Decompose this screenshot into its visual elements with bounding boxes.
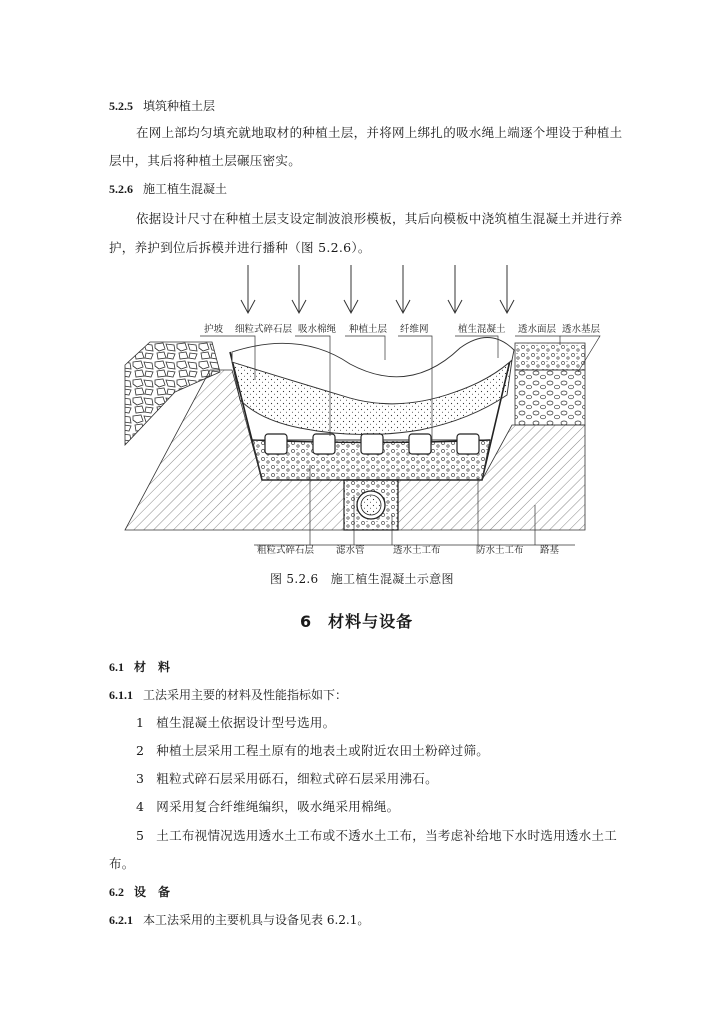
top-label-group [204,323,601,335]
chapter-number: 6 [300,612,313,631]
section-number: 6.1 [109,660,124,674]
section-heading-6-2 [109,883,170,900]
label-coarse-gravel: 粗粒式碎石层 [257,545,315,556]
list-item-text: 网采用复合纤维绳编织，吸水绳采用棉绳。 [156,799,400,814]
bottom-label-group [257,544,560,556]
label-slope-protection: 护坡 [204,324,224,335]
section-title: 材 料 [134,660,171,674]
list-item [136,797,399,815]
section-number: 5.2.5 [109,99,133,113]
list-item-number: 3 [136,771,145,786]
list-item-text: 种植土层采用工程土原有的地表土或附近农田土粉碎过筛。 [156,743,490,758]
section-title: 本工法采用的主要机具与设备见表 6.2.1。 [143,913,370,927]
section-number: 6.1.1 [109,688,133,702]
permeable-surface [515,343,585,370]
list-item-number: 5 [136,828,145,843]
list-item [136,741,489,759]
section-number: 6.2.1 [109,913,133,927]
section-number: 5.2.6 [109,182,133,196]
label-waterproof-geotextile: 防水土工布 [476,545,524,556]
paragraph-line: 护，养护到位后拆模并进行播种（图 5.2.6）。 [109,240,371,255]
paragraph-line: 依据设计尺寸在种植土层支设定制波浪形模板，其后向模板中浇筑植生混凝土并进行养 [136,211,623,226]
list-item-number: 4 [136,799,145,814]
label-wicking-cord: 吸水棉绳 [298,324,337,335]
section-title: 施工植生混凝土 [143,182,228,196]
chapter-title: 材料与设备 [328,612,414,631]
section-heading-6-1-1 [109,686,347,703]
paragraph-line: 层中，其后将种植土层碾压密实。 [109,153,302,168]
section-title: 工法采用主要的材料及性能指标如下： [143,688,348,702]
label-permeable-surface: 透水面层 [518,324,557,335]
list-item [136,769,438,787]
label-fiber-net: 纤维网 [400,324,429,335]
figure-caption: 图 5.2.6 施工植生混凝土示意图 [270,572,454,586]
section-heading-6-2-1 [109,911,369,928]
section-heading-6-1 [109,658,170,675]
permeable-base [515,370,585,425]
list-item-text: 植生混凝土依据设计型号选用。 [156,715,336,730]
list-item [136,826,617,844]
label-permeable-geotextile: 透水土工布 [393,545,441,556]
section-title: 填筑种植土层 [143,99,216,113]
section-number: 6.2 [109,885,124,899]
list-item-number: 2 [136,743,145,758]
list-item [136,713,335,731]
label-permeable-base: 透水基层 [562,324,601,335]
label-subgrade: 路基 [540,545,560,556]
label-fine-gravel: 细粒式碎石层 [235,324,293,335]
label-planting-soil: 种植土层 [349,324,388,335]
chapter-heading [300,609,413,632]
label-filter-pipe: 滤水管 [336,545,365,556]
section-title: 设 备 [134,885,171,899]
list-item-text: 粗粒式碎石层采用砾石，细粒式碎石层采用沸石。 [156,771,438,786]
list-item-number: 1 [136,715,145,730]
label-vegetation-concrete: 植生混凝土 [458,324,506,335]
paragraph-line: 在网上部均匀填充就地取材的种植土层，并将网上绑扎的吸水绳上端逐个埋设于种植土 [136,125,623,140]
load-arrows [241,265,514,313]
list-item-continuation: 布。 [109,856,135,871]
list-item-text: 土工布视情况选用透水土工布或不透水土工布，当考虑补给地下水时选用透水土工 [156,828,618,843]
